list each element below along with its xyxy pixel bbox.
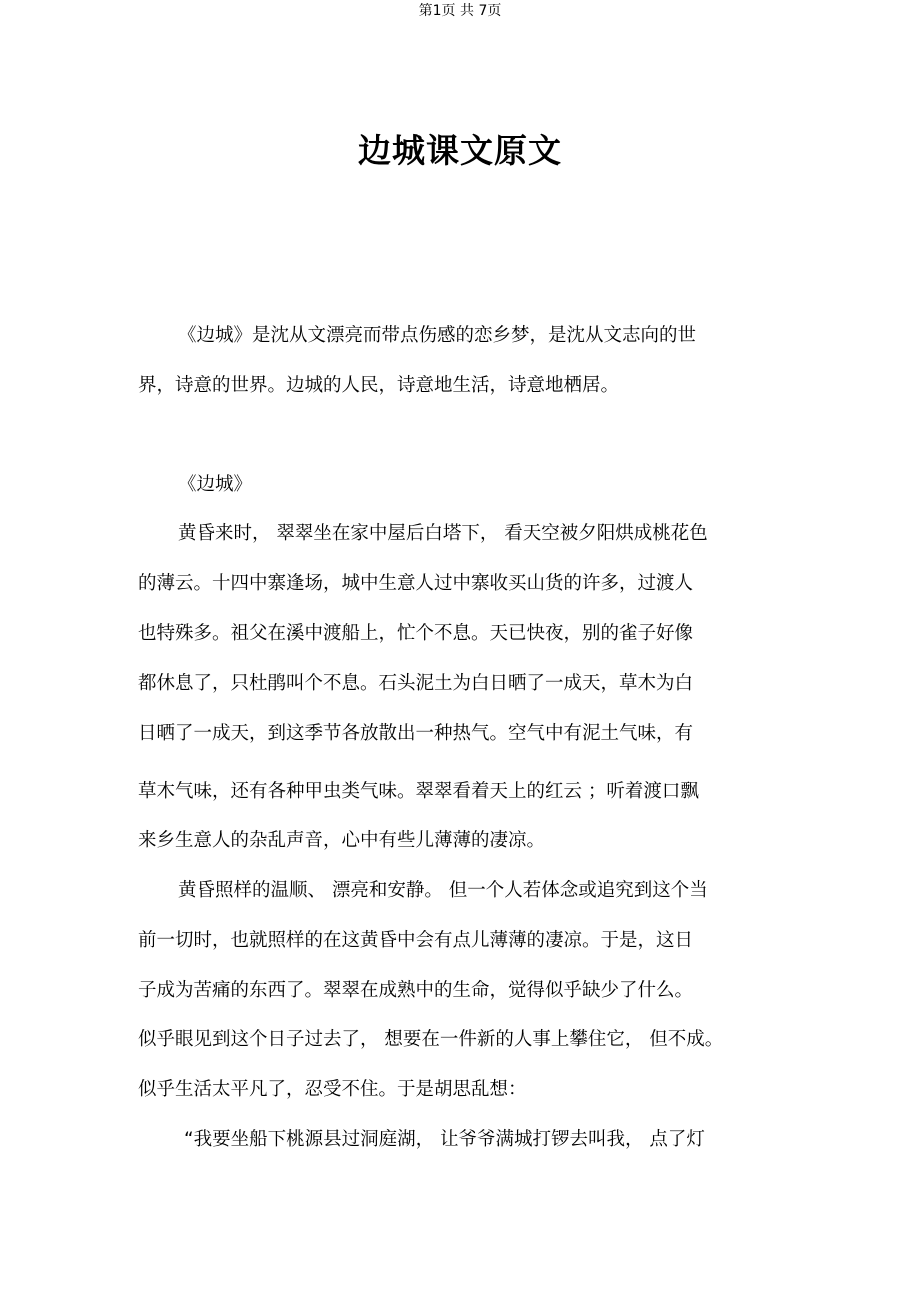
text-line: 《边城》 — [178, 474, 253, 495]
text-line: 似乎眼见到这个日子过去了， 想要在一件新的人事上攀住它， 但不成。 — [138, 1029, 724, 1050]
document-title: 边城课文原文 — [358, 131, 562, 170]
text-line: 的薄云。十四中寨逢场，城中生意人过中寨收买山货的许多，过渡人 — [138, 573, 694, 594]
text-line: 前一切时，也就照样的在这黄昏中会有点儿薄薄的凄凉。于是，这日 — [138, 930, 694, 951]
text-line: 日晒了一成天，到这季节各放散出一种热气。空气中有泥土气味，有 — [138, 723, 694, 744]
text-line: 草木气味，还有各种甲虫类气味。翠翠看着天上的红云 ；听着渡口飘 — [138, 781, 699, 802]
text-line: 似乎生活太平凡了，忍受不住。于是胡思乱想： — [138, 1079, 527, 1100]
page-indicator: 第1页 共 7页 — [418, 3, 502, 19]
text-line: 都休息了，只杜鹃叫个不息。石头泥土为白日晒了一成天，草木为白 — [138, 673, 694, 694]
text-line: 子成为苦痛的东西了。翠翠在成熟中的生命，觉得似乎缺少了什么。 — [138, 980, 694, 1001]
text-line: 黄昏来时， 翠翠坐在家中屋后白塔下， 看天空被夕阳烘成桃花色 — [178, 523, 708, 544]
text-line: 也特殊多。祖父在溪中渡船上，忙个不息。天已快夜，别的雀子好像 — [138, 623, 694, 644]
text-line: “我要坐船下桃源县过洞庭湖， 让爷爷满城打锣去叫我， 点了灯 — [184, 1129, 705, 1150]
text-line: 《边城》是沈从文漂亮而带点伤感的恋乡梦，是沈从文志向的世 — [178, 325, 697, 346]
text-line: 界，诗意的世界。边城的人民，诗意地生活，诗意地栖居。 — [138, 375, 620, 396]
text-line: 来乡生意人的杂乱声音，心中有些儿薄薄的凄凉。 — [138, 830, 546, 851]
text-line: 黄昏照样的温顺、 漂亮和安静。 但一个人若体念或追究到这个当 — [178, 880, 708, 901]
